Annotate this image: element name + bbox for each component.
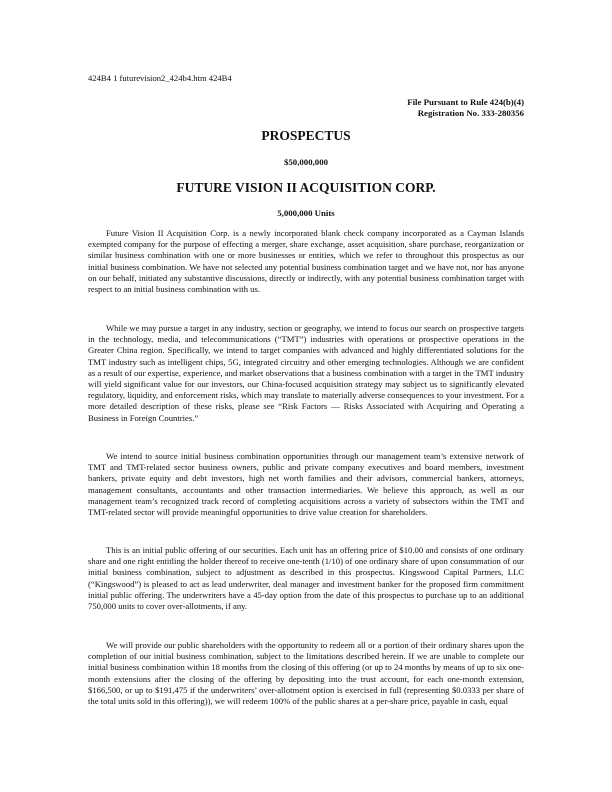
paragraph-text: Future Vision II Acquisition Corp. is a newly incorporated blank check company incorporated as a Cayman Islands exempted company for the purpose of effecting a merger, share exchange, asset acquisition, share purchase, reorganization or similar business combination with one or more businesses or entities, which we refer to throughout this prospectus as our initial business combination. We have not selected any potential business combination target and we have not, nor has anyone on our behalf, initiated any substantive discussions, directly or indirectly, with any potential business combination target with respect to an initial business combination with us.	[88, 228, 524, 295]
registration-number: Registration No. 333-280356	[417, 108, 524, 118]
filing-rule: File Pursuant to Rule 424(b)(4)	[407, 97, 524, 107]
prospectus-title: PROSPECTUS	[261, 128, 351, 143]
paragraph-redemption	[88, 640, 524, 707]
paragraph-text: We intend to source initial business combination opportunities through our management team’s extensive network of TMT and TMT-related sector business owners, public and private company executives and board members, investment bankers, private equity and debt investors, high net worth families and their advisors, commercial bankers, attorneys, management consultants, accountants and other transaction intermediaries. We believe this approach, as well as our management team’s recognized track record of completing acquisitions across a variety of subsectors within the TMT and TMT-related sector will provide meaningful opportunities to drive value creation for shareholders.	[88, 451, 524, 518]
offering-amount: $50,000,000	[284, 157, 328, 167]
units-offered: 5,000,000 Units	[277, 208, 335, 218]
paragraph-text: While we may pursue a target in any industry, section or geography, we intend to focus our search on prospective targets in the technology, media, and telecommunications (“TMT”) industries with operations or prospective operations in the Greater China region. Specifically, we intend to target companies with advanced and highly differentiated solutions for the TMT industry such as intelligent chips, 5G, integrated circuitry and other emerging technologies. Although we are confident as a result of our expertise, experience, and market observations that a business combination with a target in the TMT industry will yield significant value for our investors, our China-focused acquisition strategy may subject us to significantly elevated regulatory, liquidity, and enforcement risks, which may translate to materially adverse consequences to your investment. For a more detailed description of these risks, please see “Risk Factors — Risks Associated with Acquiring and Operating a Business in Foreign Countries.”	[88, 323, 524, 423]
company-name: FUTURE VISION II ACQUISITION CORP.	[176, 180, 436, 195]
paragraph-offering	[88, 545, 524, 612]
paragraph-text: We will provide our public shareholders with the opportunity to redeem all or a portion of their ordinary shares upon the completion of our initial business combination, subject to the limitations described herein. If we are unable to complete our initial business combination within 18 months from the closing of this offering (or up to 24 months by means of up to six one-month extensions after the closing of the offering by depositing into the trust account, for each one-month extension, $166,500, or up to $191,475 if the underwriters’ over-allotment option is exercised in full (representing $0.0333 per share of the total units sold in this offering)), we will redeem 100% of the public shares at a per-share price, payable in cash, equal	[88, 640, 524, 707]
paragraph-target-focus	[88, 323, 524, 424]
paragraph-text: This is an initial public offering of our securities. Each unit has an offering price of $10.00 and consists of one ordinary share and one right entitling the holder thereof to receive one-tenth (1/10) of one ordinary share of upon consummation of our initial business combination, subject to adjustment as described in this prospectus. Kingswood Capital Partners, LLC (“Kingswood”) is pleased to act as lead underwriter, deal manager and investment banker for the proposed firm commitment initial public offering. The underwriters have a 45-day option from the date of this prospectus to purchase up to an additional 750,000 units to cover over-allotments, if any.	[88, 545, 524, 612]
filing-header-line: 424B4 1 futurevision2_424b4.htm 424B4	[88, 73, 232, 83]
paragraph-sourcing	[88, 451, 524, 518]
paragraph-company-overview	[88, 228, 524, 295]
filing-info	[407, 97, 524, 119]
